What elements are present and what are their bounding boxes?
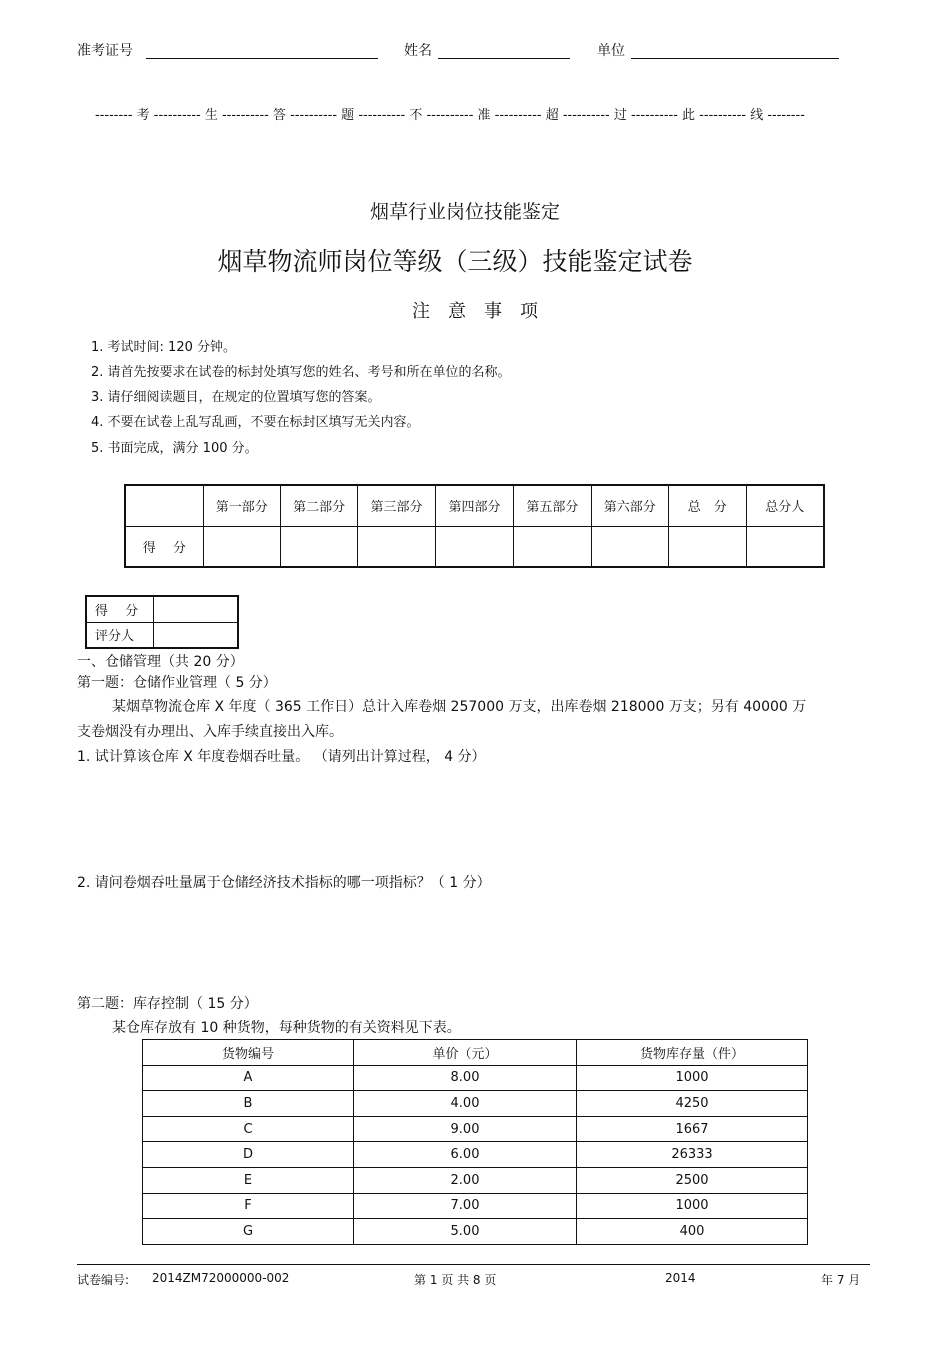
goods-price-cell: 5.00 <box>354 1219 577 1245</box>
question-title: 第二题：库存控制（ 15 分） <box>77 996 258 1012</box>
section-grader-label: 评分人 <box>86 622 154 648</box>
table-row <box>143 1219 808 1245</box>
section-title: 一、仓储管理（共 20 分） <box>77 654 244 670</box>
footer-divider <box>77 1264 870 1265</box>
goods-id-cell: D <box>143 1142 354 1168</box>
sub-question: 2. 请问卷烟吞吐量属于仓储经济技术指标的哪一项指标？（ 1 分） <box>77 875 491 891</box>
score-input-cell[interactable] <box>514 526 591 567</box>
score-input-cell[interactable] <box>591 526 668 567</box>
unit-label: 单位 <box>597 43 625 59</box>
table-row <box>143 1116 808 1142</box>
question-text: 支卷烟没有办理出、入库手续直接出入库。 <box>77 724 343 740</box>
goods-id-cell: C <box>143 1116 354 1142</box>
score-header-cell: 总 分 <box>668 485 746 526</box>
sub-question: 1. 试计算该仓库 X 年度卷烟吞吐量。 （请列出计算过程， 4 分） <box>77 749 486 765</box>
score-input-cell[interactable] <box>668 526 746 567</box>
goods-stock-cell: 1000 <box>577 1193 808 1219</box>
name-field[interactable] <box>438 58 570 59</box>
table-row <box>143 1167 808 1193</box>
paper-number: 2014ZM72000000-002 <box>152 1271 290 1285</box>
note-item: 1. 考试时间: 120 分钟。 <box>91 340 236 355</box>
unit-field[interactable] <box>631 58 839 59</box>
goods-id-cell: G <box>143 1219 354 1245</box>
score-table-header-row <box>125 485 824 526</box>
score-table <box>124 484 825 568</box>
note-item: 3. 请仔细阅读题目，在规定的位置填写您的答案。 <box>91 390 381 405</box>
goods-price-cell: 8.00 <box>354 1065 577 1091</box>
goods-stock-cell: 400 <box>577 1219 808 1245</box>
exam-id-label: 准考证号 <box>77 43 133 59</box>
score-header-cell: 第四部分 <box>435 485 513 526</box>
exam-title: 烟草物流师岗位等级（三级）技能鉴定试卷 <box>217 247 693 276</box>
goods-price-cell: 4.00 <box>354 1091 577 1117</box>
goods-price-cell: 7.00 <box>354 1193 577 1219</box>
score-input-cell[interactable] <box>280 526 357 567</box>
table-row <box>143 1065 808 1091</box>
goods-stock-cell: 1667 <box>577 1116 808 1142</box>
table-row <box>143 1193 808 1219</box>
answer-area[interactable] <box>77 770 870 865</box>
score-header-cell: 第六部分 <box>591 485 668 526</box>
score-input-cell[interactable] <box>203 526 280 567</box>
name-label: 姓名 <box>404 43 432 59</box>
score-input-cell[interactable] <box>435 526 513 567</box>
score-row-label: 得 分 <box>125 526 203 567</box>
goods-stock-cell: 4250 <box>577 1091 808 1117</box>
goods-header-cell: 货物编号 <box>143 1040 354 1066</box>
score-header-cell: 第三部分 <box>358 485 435 526</box>
exam-id-field[interactable] <box>146 58 378 59</box>
section-score-input[interactable] <box>154 596 239 622</box>
paper-number-label: 试卷编号: <box>77 1273 130 1287</box>
note-item: 4. 不要在试卷上乱写乱画，不要在标封区填写无关内容。 <box>91 415 420 430</box>
score-header-cell: 第一部分 <box>203 485 280 526</box>
goods-table-header <box>143 1040 808 1066</box>
goods-price-cell: 6.00 <box>354 1142 577 1168</box>
goods-stock-cell: 26333 <box>577 1142 808 1168</box>
note-item: 2. 请首先按要求在试卷的标封处填写您的姓名、考号和所在单位的名称。 <box>91 365 511 380</box>
score-input-cell[interactable] <box>358 526 435 567</box>
goods-table <box>142 1039 808 1245</box>
score-header-cell: 第五部分 <box>514 485 591 526</box>
goods-id-cell: B <box>143 1091 354 1117</box>
score-header-cell: 总分人 <box>746 485 824 526</box>
score-input-cell[interactable] <box>746 526 824 567</box>
goods-stock-cell: 1000 <box>577 1065 808 1091</box>
goods-id-cell: E <box>143 1167 354 1193</box>
score-header-cell <box>125 485 203 526</box>
goods-price-cell: 2.00 <box>354 1167 577 1193</box>
section-grader-input[interactable] <box>154 622 239 648</box>
notice-heading: 注 意 事 项 <box>412 301 538 322</box>
answer-area[interactable] <box>77 896 870 986</box>
note-item: 5. 书面完成，满分 100 分。 <box>91 441 258 456</box>
question-text: 某仓库存放有 10 种货物，每种货物的有关资料见下表。 <box>112 1020 461 1036</box>
question-title: 第一题：仓储作业管理（ 5 分） <box>77 675 277 691</box>
exam-subtitle: 烟草行业岗位技能鉴定 <box>369 201 560 223</box>
section-score-box <box>85 595 239 649</box>
goods-stock-cell: 2500 <box>577 1167 808 1193</box>
goods-price-cell: 9.00 <box>354 1116 577 1142</box>
page-number: 第 1 页 共 8 页 <box>414 1273 497 1287</box>
goods-header-cell: 单价（元） <box>354 1040 577 1066</box>
goods-id-cell: A <box>143 1065 354 1091</box>
section-score-label: 得 分 <box>86 596 154 622</box>
score-table-row <box>125 526 824 567</box>
table-row <box>143 1142 808 1168</box>
seal-line: -------- 考 ---------- 生 ---------- 答 ---------- 题 ---------- 不 ---------- 准 ---------- 超 ---------- 过 ---------- 此 ---------- 线 -------- <box>95 108 805 123</box>
question-text: 某烟草物流仓库 X 年度（ 365 工作日）总计入库卷烟 257000 万支，出库卷烟 218000 万支；另有 40000 万 <box>112 699 807 715</box>
footer-year: 2014 <box>665 1271 696 1285</box>
goods-header-cell: 货物库存量（件） <box>577 1040 808 1066</box>
goods-id-cell: F <box>143 1193 354 1219</box>
table-row <box>143 1091 808 1117</box>
score-header-cell: 第二部分 <box>280 485 357 526</box>
footer-month: 年 7 月 <box>821 1273 861 1287</box>
